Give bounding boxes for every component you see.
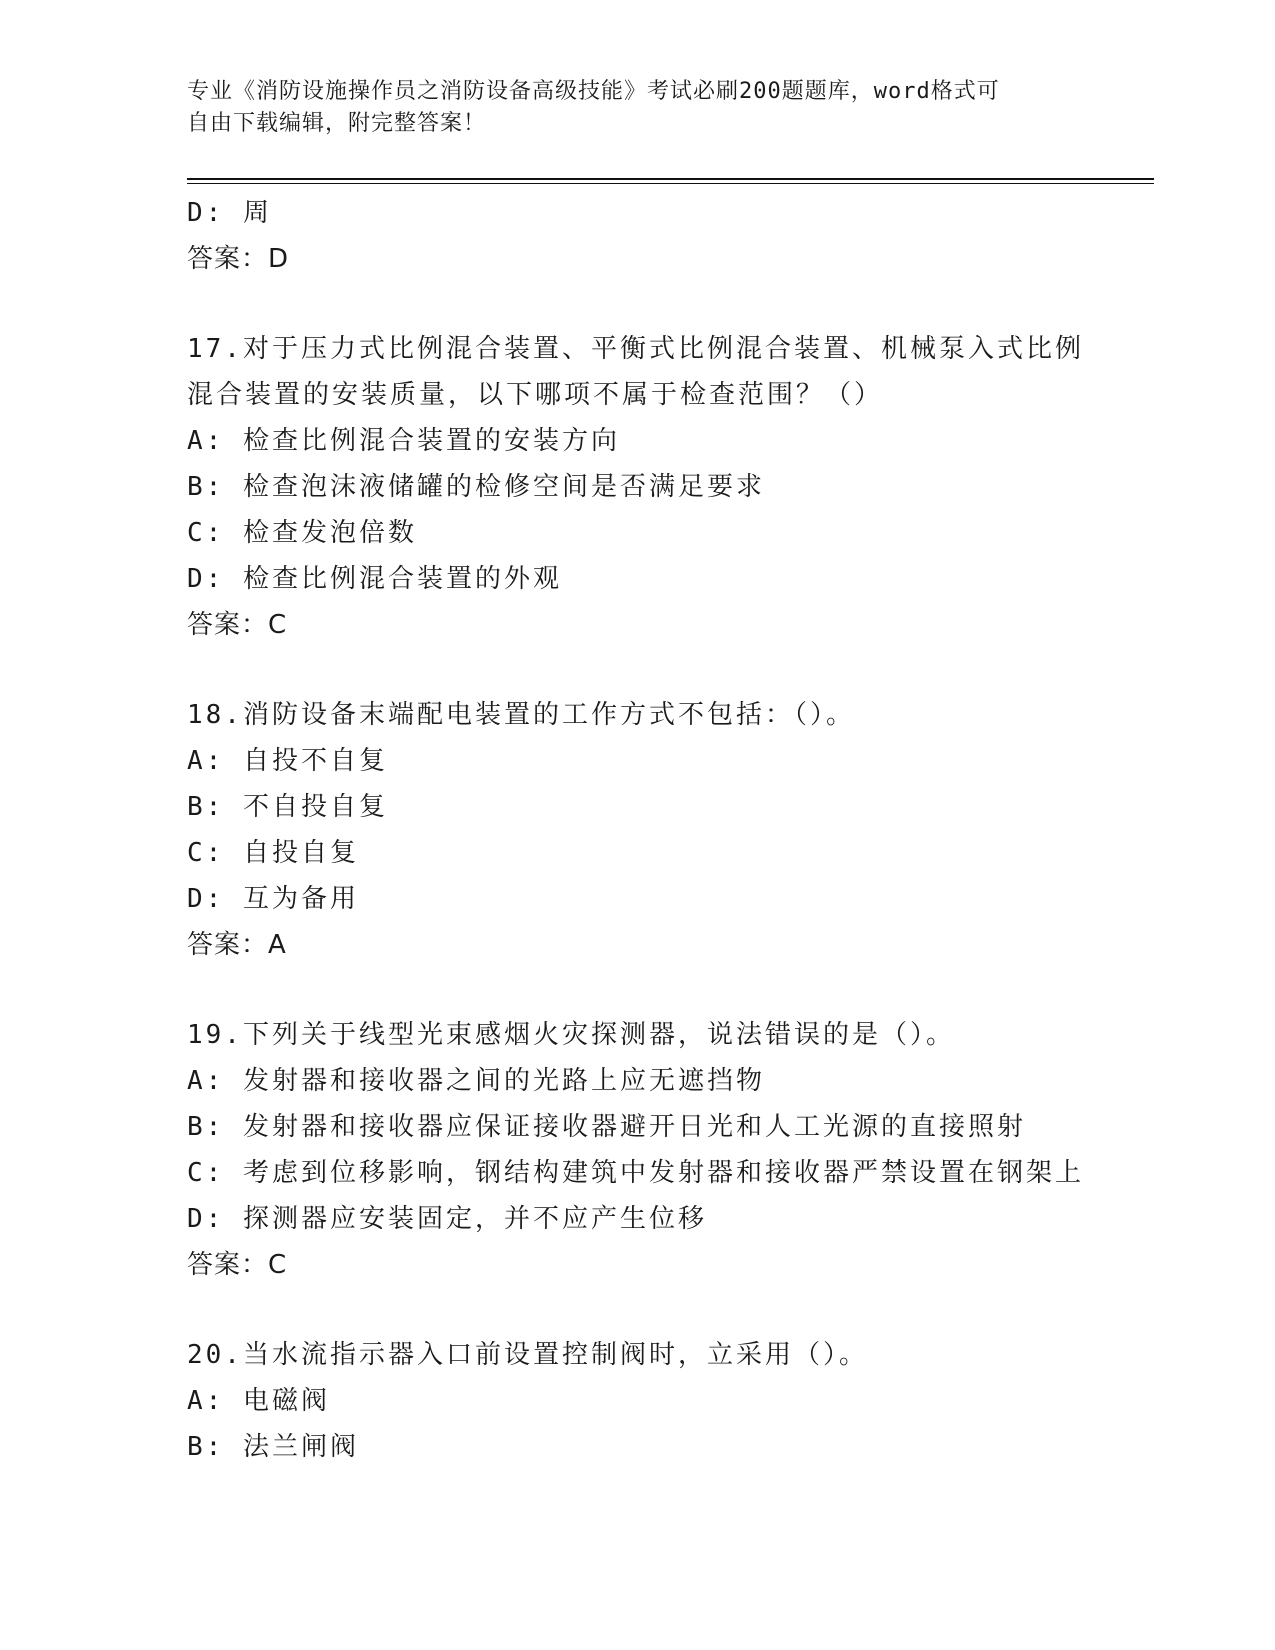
header-divider-thick: [187, 178, 1154, 180]
option-c: C: 考虑到位移影响，钢结构建筑中发射器和接收器严禁设置在钢架上: [187, 1158, 1084, 1188]
option-a: A: 发射器和接收器之间的光路上应无遮挡物: [187, 1066, 765, 1096]
header-divider-thin: [187, 183, 1154, 184]
question-stem: 18.消防设备末端配电装置的工作方式不包括：（）。: [187, 700, 855, 730]
option-d: D: 互为备用: [187, 884, 359, 914]
answer: 答案：C: [187, 610, 288, 640]
option-b: B: 发射器和接收器应保证接收器避开日光和人工光源的直接照射: [187, 1112, 1026, 1142]
question-19: [187, 1012, 1087, 1288]
option-b: B: 不自投自复: [187, 792, 388, 822]
option-a: A: 检查比例混合装置的安装方向: [187, 426, 620, 456]
page-header: [187, 76, 1067, 140]
question-20: [187, 1332, 1087, 1470]
option-a: A: 电磁阀: [187, 1386, 330, 1416]
question-stem: 17.对于压力式比例混合装置、平衡式比例混合装置、机械泵入式比例: [187, 334, 1084, 364]
option-a: A: 自投不自复: [187, 746, 388, 776]
option-b: B: 法兰闸阀: [187, 1432, 359, 1462]
question-stem: 20.当水流指示器入口前设置控制阀时，立采用（）。: [187, 1340, 868, 1370]
header-line-2: 自由下载编辑，附完整答案！: [187, 111, 487, 136]
prev-option-d: D: 周: [187, 198, 272, 228]
question-18: [187, 692, 1087, 968]
question-17: [187, 326, 1087, 648]
question-stem-continued: 混合装置的安装质量，以下哪项不属于检查范围？（）: [187, 380, 884, 410]
question-list: [187, 190, 1087, 1470]
answer: 答案：C: [187, 1250, 288, 1280]
option-c: C: 检查发泡倍数: [187, 518, 417, 548]
header-line-1: 专业《消防设施操作员之消防设备高级技能》考试必刷200题题库，word格式可: [187, 79, 1000, 104]
answer: 答案：A: [187, 930, 287, 960]
option-d: D: 探测器应安装固定，并不应产生位移: [187, 1204, 707, 1234]
option-b: B: 检查泡沫液储罐的检修空间是否满足要求: [187, 472, 765, 502]
option-d: D: 检查比例混合装置的外观: [187, 564, 562, 594]
option-c: C: 自投自复: [187, 838, 359, 868]
prev-answer: 答案：D: [187, 244, 290, 274]
question-stem: 19.下列关于线型光束感烟火灾探测器，说法错误的是（）。: [187, 1020, 955, 1050]
